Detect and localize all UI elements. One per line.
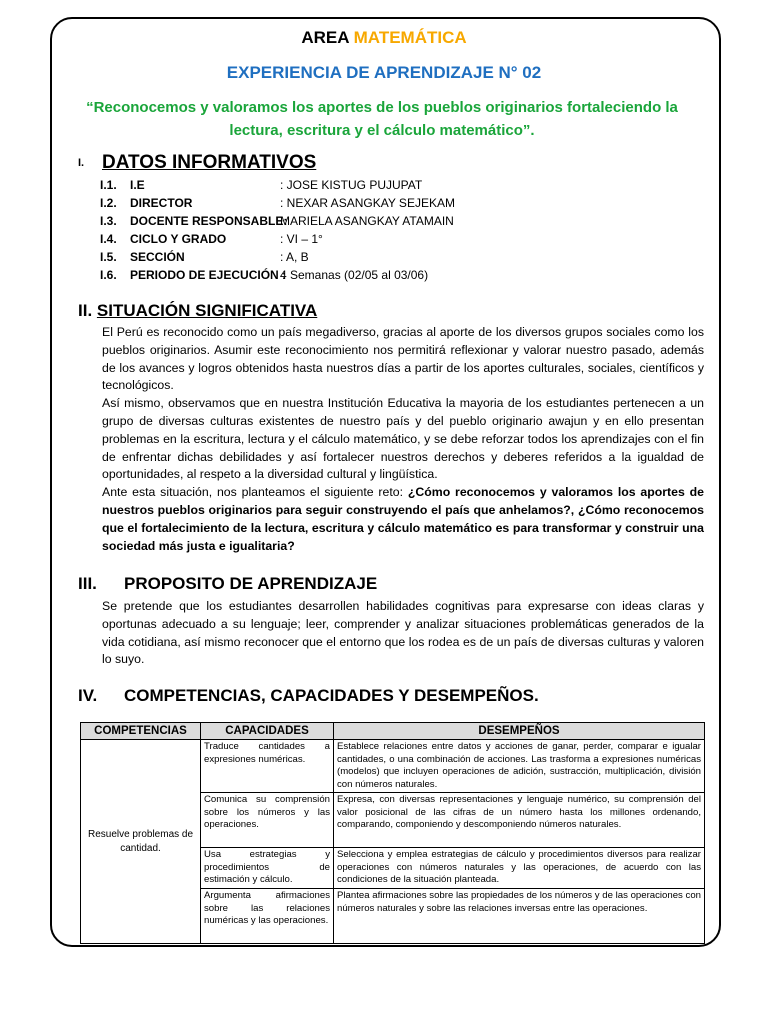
- info-label: DOCENTE RESPONSABLE:: [130, 214, 288, 228]
- capacidad-cell: Traduce cantidades a expresiones numéricas.: [201, 740, 334, 793]
- info-key: I.3.: [100, 214, 117, 228]
- situation-paragraph-3: [102, 484, 704, 555]
- info-row: [100, 194, 455, 212]
- info-value: : NEXAR ASANGKAY SEJEKAM: [280, 196, 455, 210]
- capacidad-cell: Comunica su comprensión sobre los números y las operaciones.: [201, 793, 334, 848]
- info-label: I.E: [130, 178, 145, 192]
- info-row: [100, 230, 455, 248]
- info-row: [100, 248, 455, 266]
- header-desempenos: DESEMPEÑOS: [334, 723, 705, 740]
- table-header-row: [81, 723, 705, 740]
- section-1-heading: [78, 152, 316, 174]
- info-value: : VI – 1°: [280, 232, 323, 246]
- info-value: MARIELA ASANGKAY ATAMAIN: [280, 214, 454, 228]
- informative-data-list: [100, 176, 455, 284]
- info-label: PERIODO DE EJECUCIÓN :: [130, 268, 287, 282]
- info-row: [100, 212, 455, 230]
- section-4-number: IV.: [78, 686, 98, 705]
- info-row: [100, 176, 455, 194]
- info-key: I.4.: [100, 232, 117, 246]
- header-capacidades: CAPACIDADES: [201, 723, 334, 740]
- section-1-title: DATOS INFORMATIVOS: [102, 152, 317, 173]
- section-3-heading: [78, 574, 377, 594]
- challenge-intro: Ante esta situación, nos planteamos el siguiente reto:: [102, 485, 408, 500]
- competencia-cell: Resuelve problemas de cantidad.: [81, 740, 201, 944]
- experience-title: EXPERIENCIA DE APRENDIZAJE N° 02: [226, 63, 542, 82]
- capacidad-cell: Argumenta afirmaciones sobre las relaciones numéricas y las operaciones.: [201, 889, 334, 944]
- area-name: MATEMÁTICA: [353, 28, 467, 47]
- challenge-question: ¿Cómo reconocemos y valoramos los aportes de nuestros pueblos originarios para seguir construyendo el país que anhelamos?, ¿Cómo reconocemos que el fortalecimiento de la lectura, escritura y cálculo matemático es para transformar y construir una sociedad más justa e igualitaria?: [102, 485, 705, 553]
- info-label: SECCIÓN: [130, 250, 185, 264]
- situation-paragraph-1: El Perú es reconocido como un país megadiverso, gracias al aporte de los diversos grupos sociales como los pueblos originarios. Asumir este reconocimiento nos permitirá reflexionar y valorar nuestro pasado, además de los avances y logros obtenidos hasta nuestros días a partir de los aportes culturales, sociales, científicos y tecnológicos.: [102, 325, 704, 393]
- quote-line-2: lectura, escritura y el cálculo matemático”.: [229, 122, 535, 139]
- info-value: : JOSE KISTUG PUJUPAT: [280, 178, 423, 192]
- purpose-text: Se pretende que los estudiantes desarrollen habilidades cognitivas para expresarse con ideas claras y oportunas adecuado a su lenguaje; leer, comprender y analizar situaciones problemáticas generados de la vida cotidiana, así mismo reconocer que el entorno que los rodea es de un país de diversas culturas y valoren lo suyo.: [102, 599, 704, 667]
- info-label: DIRECTOR: [130, 196, 193, 210]
- section-4-heading: [78, 686, 539, 706]
- info-label: CICLO Y GRADO: [130, 232, 227, 246]
- situation-paragraph-2: Así mismo, observamos que en nuestra Institución Educativa la mayoria de los estudiantes pertenecen a un grupo de diversas culturas existentes de nuestro país y del pueblo originario awajun y en ello presentan problemas en la escritura, lectura y el cálculo matemático, y se debe reforzar todos los aprendizajes con el fin de enfrentar dichas debilidades y así fortalecer nuestros derechos y deberes referidos a la igualdad de oportunidades, al respeto a la diversidad cultural y lingüística.: [102, 396, 704, 482]
- desempeno-cell: Expresa, con diversas representaciones y lenguaje numérico, su comprensión del valor posicional de las cifras de un número hasta los millones ordenando, comparando, componiendo y descomponiendo números naturales.: [334, 793, 705, 848]
- table-row: [81, 740, 705, 793]
- area-word: AREA: [301, 28, 349, 47]
- info-value: : A, B: [280, 250, 309, 264]
- section-1-number: I.: [78, 156, 85, 169]
- experience-quote: [72, 96, 692, 142]
- section-3-number: III.: [78, 574, 97, 593]
- capacidad-cell: Usa estrategias y procedimientos de estimación y cálculo.: [201, 848, 334, 889]
- info-key: I.1.: [100, 178, 117, 192]
- info-row: [100, 266, 455, 284]
- info-key: I.5.: [100, 250, 117, 264]
- situation-text: [102, 324, 704, 555]
- quote-line-1: “Reconocemos y valoramos los aportes de los pueblos originarios fortaleciendo la: [86, 99, 678, 116]
- info-key: I.2.: [100, 196, 117, 210]
- desempeno-cell: Selecciona y emplea estrategias de cálculo y procedimientos diversos para realizar operaciones con números naturales y las operaciones, de acuerdo con las condiciones de la situación planteada.: [334, 848, 705, 889]
- section-2-heading: [78, 301, 317, 321]
- competencies-table: [80, 722, 705, 944]
- info-key: I.6.: [100, 268, 117, 282]
- info-value: 4 Semanas (02/05 al 03/06): [280, 268, 429, 282]
- desempeno-cell: Establece relaciones entre datos y acciones de ganar, perder, comparar e igualar cantidades, o una combinación de acciones. Las trasforma a expresiones numéricas (modelos) que incluyen operaciones de adición, sustracción, multiplicación, división con números naturales.: [334, 740, 705, 793]
- section-2-number: II.: [78, 301, 93, 320]
- header-competencias: COMPETENCIAS: [81, 723, 201, 740]
- section-3-title: PROPOSITO DE APRENDIZAJE: [124, 574, 378, 593]
- area-title: [0, 28, 768, 48]
- section-2-title: SITUACIÓN SIGNIFICATIVA: [96, 301, 318, 320]
- section-4-title: COMPETENCIAS, CAPACIDADES Y DESEMPEÑOS.: [124, 686, 539, 705]
- desempeno-cell: Plantea afirmaciones sobre las propiedades de los números y de las operaciones con números naturales y sobre las relaciones inversas entre las operaciones.: [334, 889, 705, 944]
